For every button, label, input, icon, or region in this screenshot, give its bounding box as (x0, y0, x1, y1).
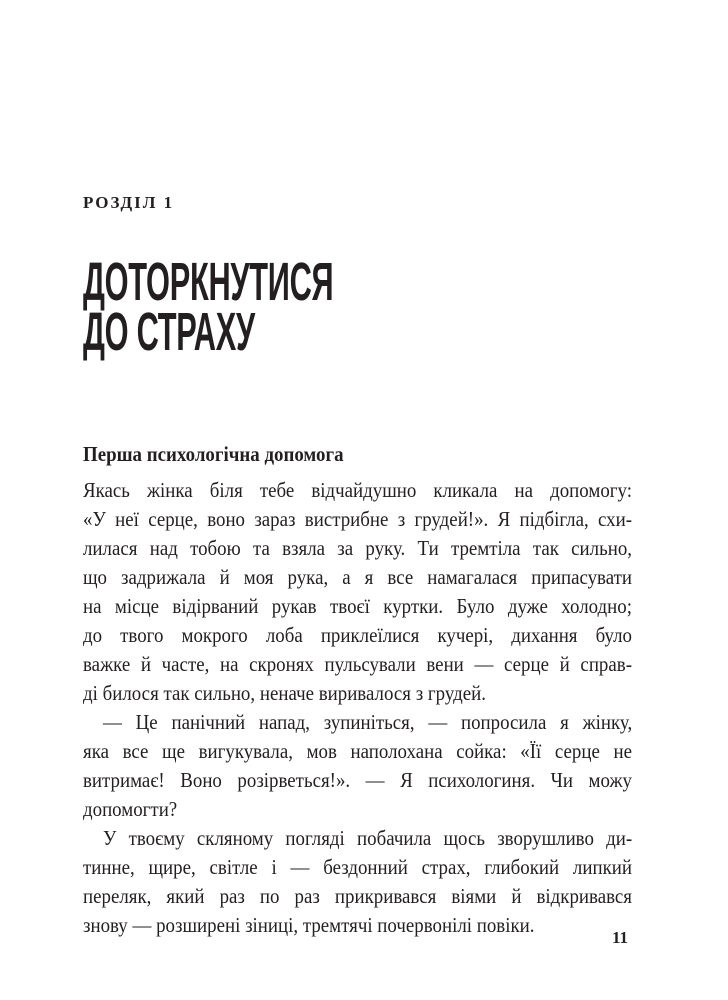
body-line: Якась жінка біля тебе відчайдушно кликала на допомогу: (83, 478, 632, 502)
chapter-title-line: ДОТОРКНУТИСЯ (83, 252, 334, 312)
body-line: знову — розширені зіниці, тремтячі почервонілі повіки. (83, 913, 535, 937)
body-line: переляк, який раз по раз прикривався віями й відкривався (83, 884, 632, 908)
body-line: допомогти? (83, 797, 178, 821)
body-line: що задрижала й моя рука, а я все намагалася припасувати (83, 565, 632, 589)
body-line: ді билося так сильно, неначе виривалося з грудей. (83, 681, 486, 705)
body-line: тинне, щире, світле і — бездонний страх, глибокий липкий (83, 855, 632, 879)
body-line: — Це панічний напад, зупиніться, — попросила я жінку, (103, 710, 633, 734)
chapter-title-line: ДО СТРАХУ (83, 302, 255, 362)
body-line: лилася над тобою та взяла за руку. Ти тремтіла так сильно, (83, 536, 632, 560)
body-line: У твоєму скляному погляді побачила щось зворушливо ди- (103, 826, 633, 850)
body-line: «У неї серце, воно зараз вистрибне з грудей!». Я підбігла, схи- (83, 507, 632, 531)
body-line: до твого мокрого лоба приклеїлися кучері, дихання було (83, 623, 632, 647)
page-number: 11 (612, 928, 629, 947)
chapter-label: РОЗДІЛ 1 (83, 193, 175, 212)
section-heading: Перша психологічна допомога (83, 442, 344, 466)
body-line: важке й часте, на скронях пульсували вени — серце й справ- (83, 652, 632, 676)
body-line: витримає! Воно розірветься!». — Я психологиня. Чи можу (83, 768, 632, 792)
body-line: на місце відірваний рукав твоєї куртки. Було дуже холодно; (83, 594, 632, 618)
body-line: яка все ще вигукувала, мов наполохана сойка: «Її серце не (83, 739, 632, 763)
